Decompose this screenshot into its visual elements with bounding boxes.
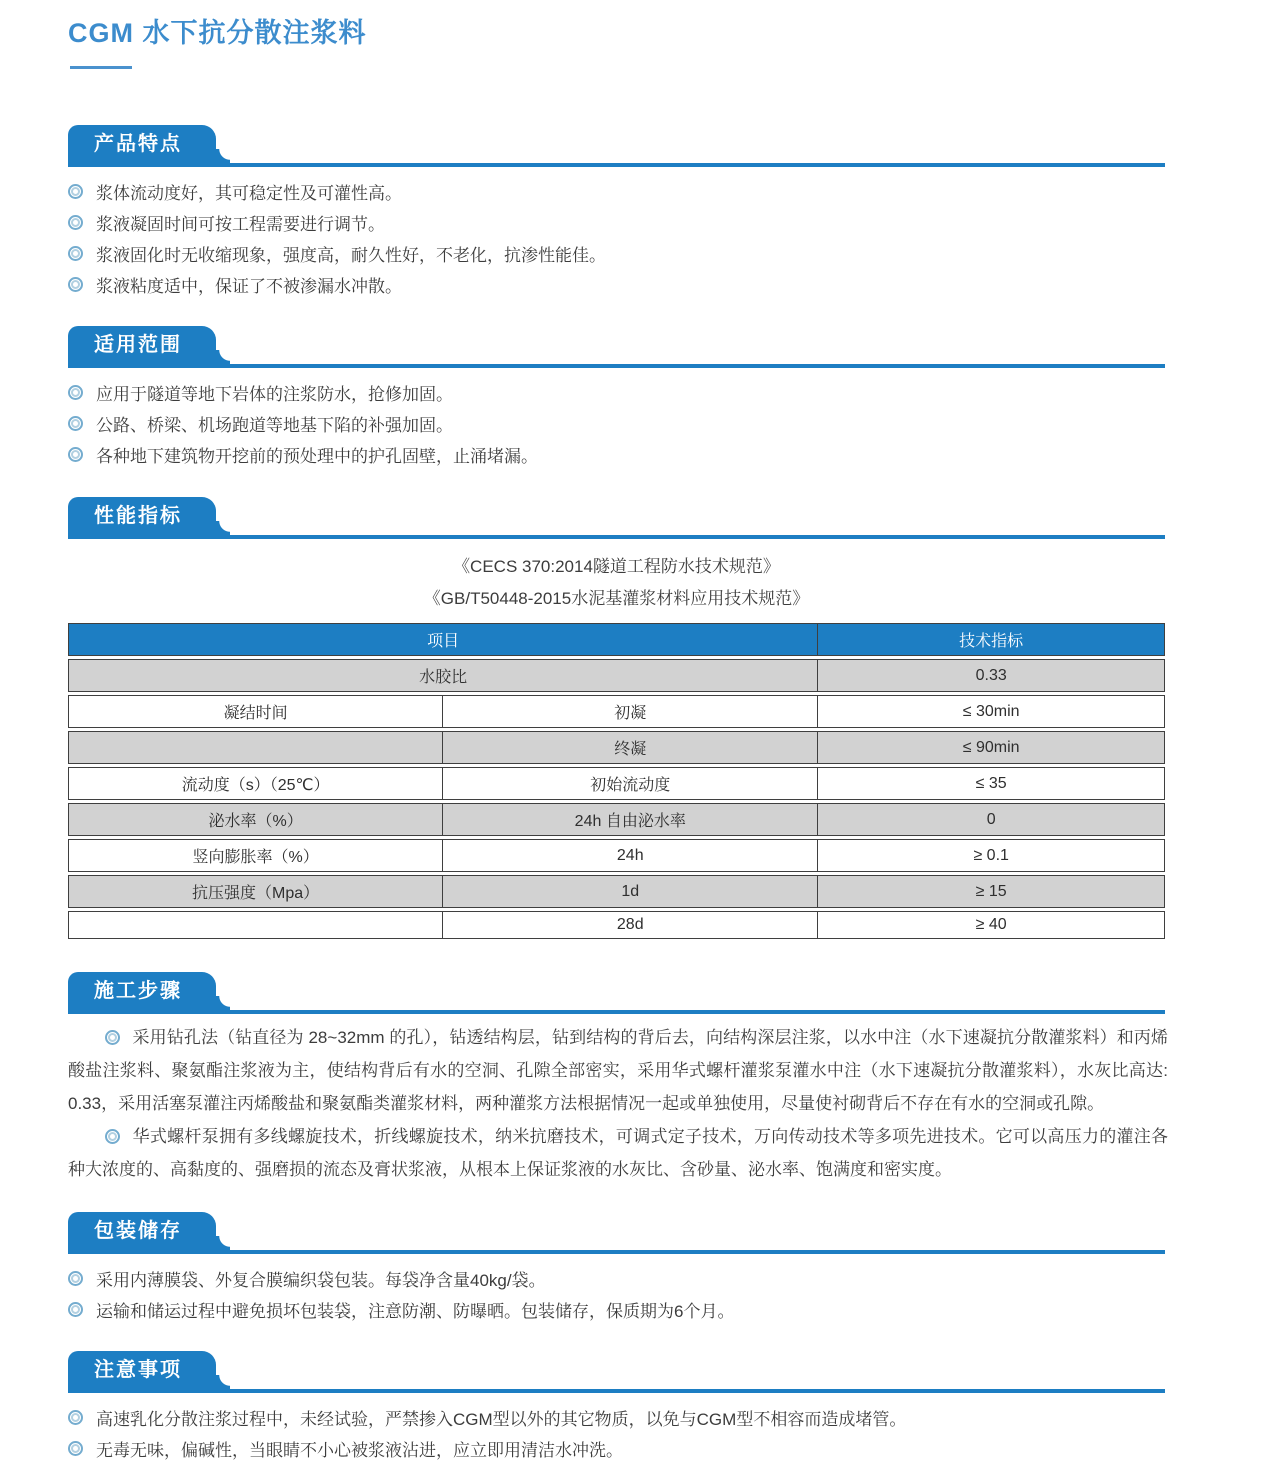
- table-cell: 水胶比: [68, 659, 818, 692]
- list-item-text: 运输和储运过程中避免损坏包装袋，注意防潮、防曝晒。包装储存，保质期为6个月。: [96, 1302, 735, 1321]
- notes-list: [68, 1402, 1165, 1464]
- section-tab-performance: 性能指标: [68, 497, 216, 535]
- table-cell: 流动度（s）（25℃）: [68, 767, 443, 800]
- section-scope: [68, 326, 1165, 470]
- list-item: [68, 439, 1165, 470]
- table-cell: ≤ 90min: [818, 731, 1165, 764]
- table-row: [68, 803, 1165, 836]
- table-cell: 初始流动度: [443, 767, 818, 800]
- table-row: [68, 695, 1165, 728]
- table-cell: ≤ 35: [818, 767, 1165, 800]
- table-cell: 抗压强度（Mpa）: [68, 875, 443, 908]
- standard-references: [68, 551, 1165, 615]
- paragraph-text: 采用钻孔法（钻直径为 28~32mm 的孔），钻透结构层，钻到结构的背后去，向结构深层注浆，以水中注（水下速凝抗分散灌浆料）和丙烯酸盐注浆料、聚氨酯注浆液为主，使结构背后有水的空洞、孔隙全部密实，采用华式螺杆灌浆泵灌水中注（水下速凝抗分散灌浆料），水灰比高达: 0.33，采用活塞泵灌注丙烯酸盐和聚氨酯类灌浆材料，两种灌浆方法根据情况一起或单独使用，尽量使衬砌背后不存在有水的空洞或孔隙。: [68, 1028, 1168, 1113]
- features-list: [68, 176, 1165, 300]
- section-tab-packaging: 包装储存: [68, 1212, 216, 1250]
- table-row: [68, 911, 1165, 939]
- section-packaging: [68, 1212, 1165, 1325]
- list-item: [68, 1433, 1165, 1464]
- scope-list: [68, 377, 1165, 470]
- list-item-text: 浆体流动度好，其可稳定性及可灌性高。: [96, 184, 402, 203]
- list-item-text: 浆液凝固时间可按工程需要进行调节。: [96, 215, 385, 234]
- table-cell: 凝结时间: [68, 695, 443, 728]
- section-header-rule: [68, 125, 1165, 167]
- table-cell: 终凝: [443, 731, 818, 764]
- section-features: [68, 125, 1165, 300]
- list-item: [68, 238, 1165, 269]
- table-row: [68, 839, 1165, 872]
- table-header-cell: 项目: [68, 623, 818, 656]
- table-row: [68, 875, 1165, 908]
- standard-reference: 《GB/T50448-2015水泥基灌浆材料应用技术规范》: [423, 589, 810, 608]
- section-header-rule: [68, 326, 1165, 368]
- construction-paragraph: [68, 1120, 1168, 1186]
- list-item: [68, 1402, 1165, 1433]
- table-header-row: [68, 623, 1165, 656]
- table-cell: 24h: [443, 839, 818, 872]
- table-cell: 初凝: [443, 695, 818, 728]
- packaging-list: [68, 1263, 1165, 1325]
- page-title: CGM 水下抗分散注浆料: [68, 18, 367, 48]
- table-cell: 24h 自由泌水率: [443, 803, 818, 836]
- section-performance: [68, 497, 1165, 942]
- performance-table: [68, 620, 1165, 942]
- list-item-text: 公路、桥梁、机场跑道等地基下陷的补强加固。: [96, 416, 453, 435]
- list-item-text: 各种地下建筑物开挖前的预处理中的护孔固壁，止涌堵漏。: [96, 447, 538, 466]
- table-cell: 0: [818, 803, 1165, 836]
- table-cell: [68, 731, 443, 764]
- table-row: [68, 659, 1165, 692]
- paragraph-text: 华式螺杆泵拥有多线螺旋技术，折线螺旋技术，纳米抗磨技术，可调式定子技术，万向传动技术等多项先进技术。它可以高压力的灌注各种大浓度的、高黏度的、强磨损的流态及膏状浆液，从根本上保证浆液的水灰比、含砂量、泌水率、饱满度和密实度。: [68, 1127, 1168, 1179]
- table-cell: 泌水率（%）: [68, 803, 443, 836]
- construction-paragraph: [68, 1021, 1168, 1120]
- table-row: [68, 767, 1165, 800]
- list-item: [68, 377, 1165, 408]
- list-item-text: 浆液固化时无收缩现象，强度高，耐久性好，不老化，抗渗性能佳。: [96, 246, 606, 265]
- list-item: [68, 1294, 1165, 1325]
- section-header-rule: [68, 1212, 1165, 1254]
- table-row: [68, 731, 1165, 764]
- title-underline: [70, 66, 132, 69]
- list-item-text: 应用于隧道等地下岩体的注浆防水，抢修加固。: [96, 385, 453, 404]
- list-item-text: 无毒无味，偏碱性，当眼睛不小心被浆液沾进，应立即用清洁水冲洗。: [96, 1441, 623, 1460]
- list-item-text: 浆液粘度适中，保证了不被渗漏水冲散。: [96, 277, 402, 296]
- list-item: [68, 176, 1165, 207]
- section-tab-notes: 注意事项: [68, 1351, 216, 1389]
- section-header-rule: [68, 1351, 1165, 1393]
- ring-bullet-icon: [68, 447, 83, 462]
- table-cell: [68, 911, 443, 939]
- ring-bullet-icon: [68, 1302, 83, 1317]
- table-cell: ≥ 0.1: [818, 839, 1165, 872]
- ring-bullet-icon: [68, 1410, 83, 1425]
- section-notes: [68, 1351, 1165, 1464]
- construction-paragraphs: [68, 1021, 1168, 1186]
- list-item: [68, 269, 1165, 300]
- ring-bullet-icon: [68, 184, 83, 199]
- list-item: [68, 1263, 1165, 1294]
- section-header-rule: [68, 972, 1165, 1014]
- list-item: [68, 207, 1165, 238]
- list-item-text: 高速乳化分散注浆过程中，未经试验，严禁掺入CGM型以外的其它物质，以免与CGM型不相容而造成堵管。: [96, 1410, 907, 1429]
- ring-bullet-icon: [68, 215, 83, 230]
- section-tab-scope: 适用范围: [68, 326, 216, 364]
- list-item: [68, 408, 1165, 439]
- section-tab-features: 产品特点: [68, 125, 216, 163]
- standard-reference: 《CECS 370:2014隧道工程防水技术规范》: [453, 557, 780, 576]
- ring-bullet-icon: [105, 1030, 120, 1045]
- table-cell: 28d: [443, 911, 818, 939]
- table-cell: 0.33: [818, 659, 1165, 692]
- table-cell: ≥ 40: [818, 911, 1165, 939]
- table-cell: 1d: [443, 875, 818, 908]
- ring-bullet-icon: [68, 416, 83, 431]
- ring-bullet-icon: [68, 246, 83, 261]
- table-cell: 竖向膨胀率（%）: [68, 839, 443, 872]
- table-cell: ≤ 30min: [818, 695, 1165, 728]
- section-construction: [68, 972, 1168, 1186]
- ring-bullet-icon: [68, 385, 83, 400]
- table-header-cell: 技术指标: [818, 623, 1165, 656]
- table-cell: ≥ 15: [818, 875, 1165, 908]
- section-tab-construction: 施工步骤: [68, 972, 216, 1010]
- ring-bullet-icon: [105, 1129, 120, 1144]
- ring-bullet-icon: [68, 1441, 83, 1456]
- ring-bullet-icon: [68, 1271, 83, 1286]
- section-header-rule: [68, 497, 1165, 539]
- list-item-text: 采用内薄膜袋、外复合膜编织袋包装。每袋净含量40kg/袋。: [96, 1271, 546, 1290]
- ring-bullet-icon: [68, 277, 83, 292]
